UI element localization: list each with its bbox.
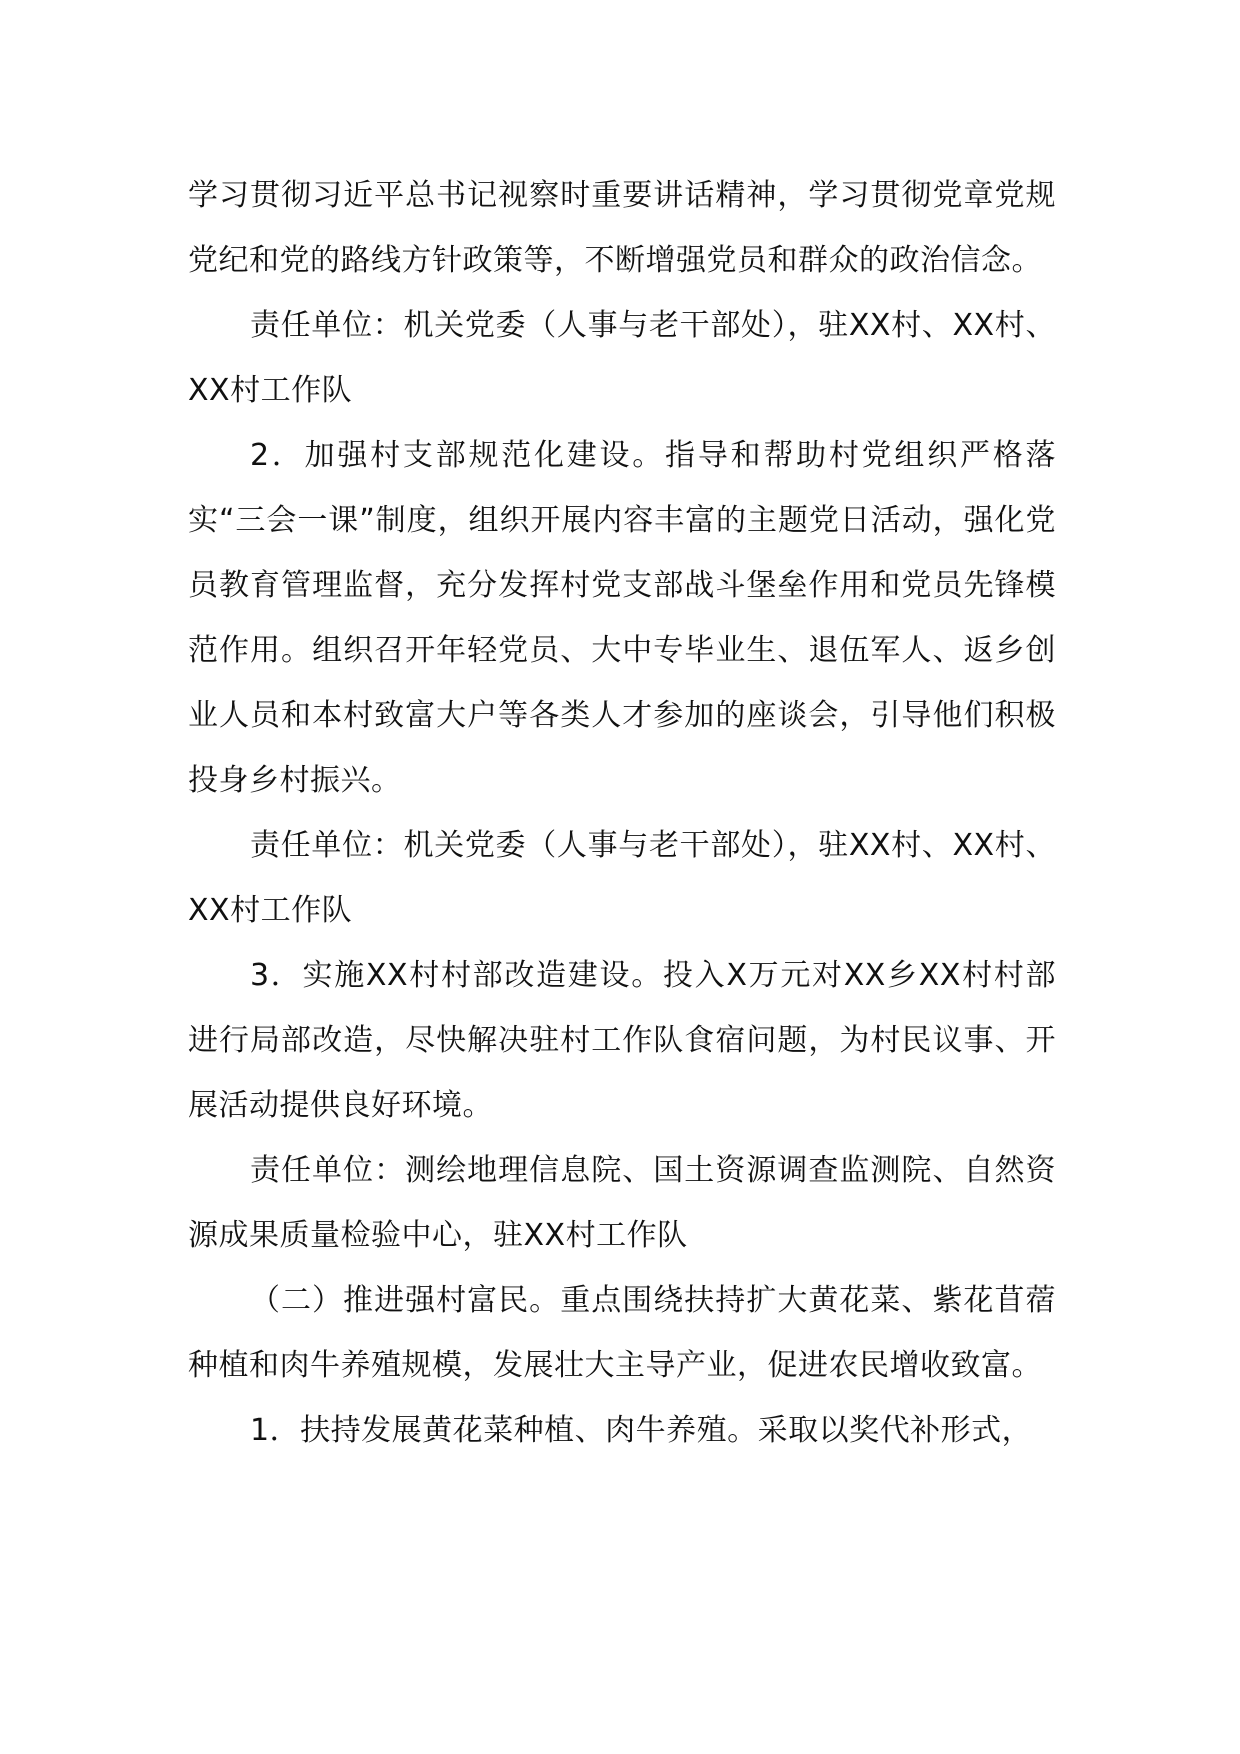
paragraph-item-1-support-development: 1．扶持发展黄花菜种植、肉牛养殖。采取以奖代补形式，	[250, 1413, 1033, 1448]
paragraph-responsible-unit-1: 责任单位：机关党委（人事与老干部处），驻XX村、XX村、XX村工作队	[188, 308, 1056, 408]
paragraph-section-2-heading: （二）推进强村富民。重点围绕扶持扩大黄花菜、紫花苜蓿种植和肉牛养殖规模，发展壮大主导产业，促进农民增收致富。	[188, 1283, 1056, 1383]
paragraph-item-3-village-renovation: 3．实施XX村村部改造建设。投入X万元对XX乡XX村村部进行局部改造，尽快解决驻村工作队食宿问题，为村民议事、开展活动提供良好环境。	[188, 958, 1056, 1123]
paragraph-study-spirit: 学习贯彻习近平总书记视察时重要讲话精神，学习贯彻党章党规党纪和党的路线方针政策等，不断增强党员和群众的政治信念。	[188, 178, 1056, 278]
paragraph-responsible-unit-2: 责任单位：机关党委（人事与老干部处），驻XX村、XX村、XX村工作队	[188, 828, 1056, 928]
paragraph-item-2-branch-construction: 2．加强村支部规范化建设。指导和帮助村党组织严格落实“三会一课”制度，组织开展内容丰富的主题党日活动，强化党员教育管理监督，充分发挥村党支部战斗堡垒作用和党员先锋模范作用。组织召开年轻党员、大中专毕业生、退伍军人、返乡创业人员和本村致富大户等各类人才参加的座谈会，引导他们积极投身乡村振兴。	[188, 438, 1056, 798]
document-body	[188, 163, 1056, 1463]
paragraph-responsible-unit-3: 责任单位：测绘地理信息院、国土资源调查监测院、自然资源成果质量检验中心，驻XX村工作队	[188, 1153, 1056, 1253]
